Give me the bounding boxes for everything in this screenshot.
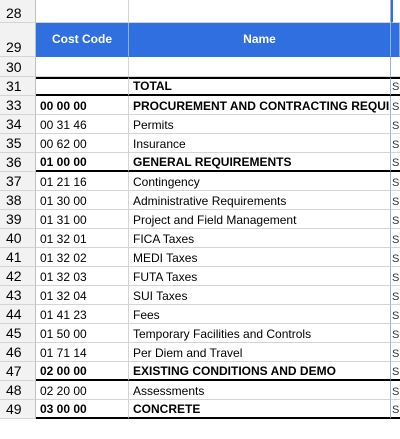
name-cell[interactable]: MEDI Taxes [129, 248, 391, 267]
row-header[interactable]: 42 [0, 267, 36, 286]
name-cell[interactable]: Permits [129, 115, 391, 134]
cost-code-cell[interactable]: 01 32 01 [36, 229, 129, 248]
cost-code-cell[interactable]: 01 30 00 [36, 191, 129, 210]
row-header[interactable]: 29 [0, 23, 36, 57]
row-header[interactable]: 49 [0, 400, 36, 419]
row-header[interactable]: 37 [0, 172, 36, 191]
row-header[interactable]: 43 [0, 286, 36, 305]
name-cell[interactable]: Per Diem and Travel [129, 343, 391, 362]
row-header[interactable]: 41 [0, 248, 36, 267]
next-column-cut-cell[interactable]: S [391, 362, 400, 381]
cost-code-cell[interactable]: 00 31 46 [36, 115, 129, 134]
row-header[interactable]: 48 [0, 381, 36, 400]
row-header[interactable]: 33 [0, 96, 36, 115]
row-header[interactable]: 45 [0, 324, 36, 343]
name-cell[interactable] [129, 57, 391, 77]
row-header[interactable]: 28 [0, 0, 36, 23]
row-header[interactable]: 46 [0, 343, 36, 362]
next-column-cut-cell[interactable] [391, 0, 400, 23]
name-cell[interactable]: Project and Field Management [129, 210, 391, 229]
next-column-cut-cell[interactable]: S [391, 305, 400, 324]
cost-code-cell[interactable]: 01 00 00 [36, 153, 129, 172]
cost-code-cell[interactable]: 00 62 00 [36, 134, 129, 153]
cost-code-cell[interactable]: 03 00 00 [36, 400, 129, 419]
cost-code-cell[interactable]: 01 21 16 [36, 172, 129, 191]
name-cell[interactable]: Contingency [129, 172, 391, 191]
name-cell[interactable]: Fees [129, 305, 391, 324]
header-name[interactable]: Name [129, 23, 391, 57]
next-column-cut-cell[interactable]: S [391, 77, 400, 96]
name-cell[interactable]: PROCUREMENT AND CONTRACTING REQUI [129, 96, 391, 115]
name-cell[interactable]: TOTAL [129, 77, 391, 96]
next-column-cut-cell[interactable]: S [391, 191, 400, 210]
cost-code-cell[interactable]: 01 32 02 [36, 248, 129, 267]
next-column-cut-cell[interactable]: S [391, 210, 400, 229]
cost-code-cell[interactable]: 01 32 03 [36, 267, 129, 286]
row-header[interactable]: 38 [0, 191, 36, 210]
name-cell[interactable]: Insurance [129, 134, 391, 153]
name-cell[interactable]: Temporary Facilities and Controls [129, 324, 391, 343]
cost-code-cell[interactable]: 01 41 23 [36, 305, 129, 324]
name-cell[interactable]: Assessments [129, 381, 391, 400]
next-column-cut-cell[interactable]: S [391, 381, 400, 400]
cost-code-cell[interactable]: 01 71 14 [36, 343, 129, 362]
name-cell[interactable]: SUI Taxes [129, 286, 391, 305]
row-header[interactable]: 34 [0, 115, 36, 134]
row-header[interactable]: 44 [0, 305, 36, 324]
row-header[interactable]: 31 [0, 77, 36, 96]
next-column-cut-cell[interactable] [391, 57, 400, 77]
next-column-cut-cell[interactable]: S [391, 400, 400, 419]
next-column-cut-cell[interactable]: S [391, 248, 400, 267]
next-column-cut-cell[interactable]: S [391, 96, 400, 115]
row-header[interactable]: 30 [0, 57, 36, 77]
next-column-cut-cell[interactable]: S [391, 343, 400, 362]
name-cell[interactable]: EXISTING CONDITIONS AND DEMO [129, 362, 391, 381]
row-header[interactable]: 36 [0, 153, 36, 172]
name-cell[interactable]: CONCRETE [129, 400, 391, 419]
name-cell[interactable] [129, 0, 391, 23]
cost-code-cell[interactable]: 01 50 00 [36, 324, 129, 343]
cost-code-cell[interactable] [36, 0, 129, 23]
next-column-cut-cell[interactable]: S [391, 286, 400, 305]
header-cost-code[interactable]: Cost Code [36, 23, 129, 57]
next-column-cut-cell[interactable]: S [391, 172, 400, 191]
row-header[interactable]: 39 [0, 210, 36, 229]
cost-code-cell[interactable]: 00 00 00 [36, 96, 129, 115]
row-header[interactable]: 47 [0, 362, 36, 381]
cost-code-cell[interactable] [36, 77, 129, 96]
next-column-cut-cell[interactable]: S [391, 134, 400, 153]
cost-code-cell[interactable] [36, 57, 129, 77]
name-cell[interactable]: GENERAL REQUIREMENTS [129, 153, 391, 172]
row-header[interactable]: 40 [0, 229, 36, 248]
row-header[interactable]: 35 [0, 134, 36, 153]
name-cell[interactable]: FUTA Taxes [129, 267, 391, 286]
name-cell[interactable]: FICA Taxes [129, 229, 391, 248]
next-column-cut-cell[interactable]: S [391, 153, 400, 172]
next-column-cut-cell[interactable]: S [391, 115, 400, 134]
next-column-cut-cell[interactable]: S [391, 229, 400, 248]
header-next-column-cut[interactable] [391, 23, 400, 57]
cost-code-cell[interactable]: 01 32 04 [36, 286, 129, 305]
next-column-cut-cell[interactable]: S [391, 324, 400, 343]
cost-code-cell[interactable]: 02 20 00 [36, 381, 129, 400]
name-cell[interactable]: Administrative Requirements [129, 191, 391, 210]
next-column-cut-cell[interactable]: S [391, 267, 400, 286]
cost-code-cell[interactable]: 02 00 00 [36, 362, 129, 381]
cost-code-cell[interactable]: 01 31 00 [36, 210, 129, 229]
